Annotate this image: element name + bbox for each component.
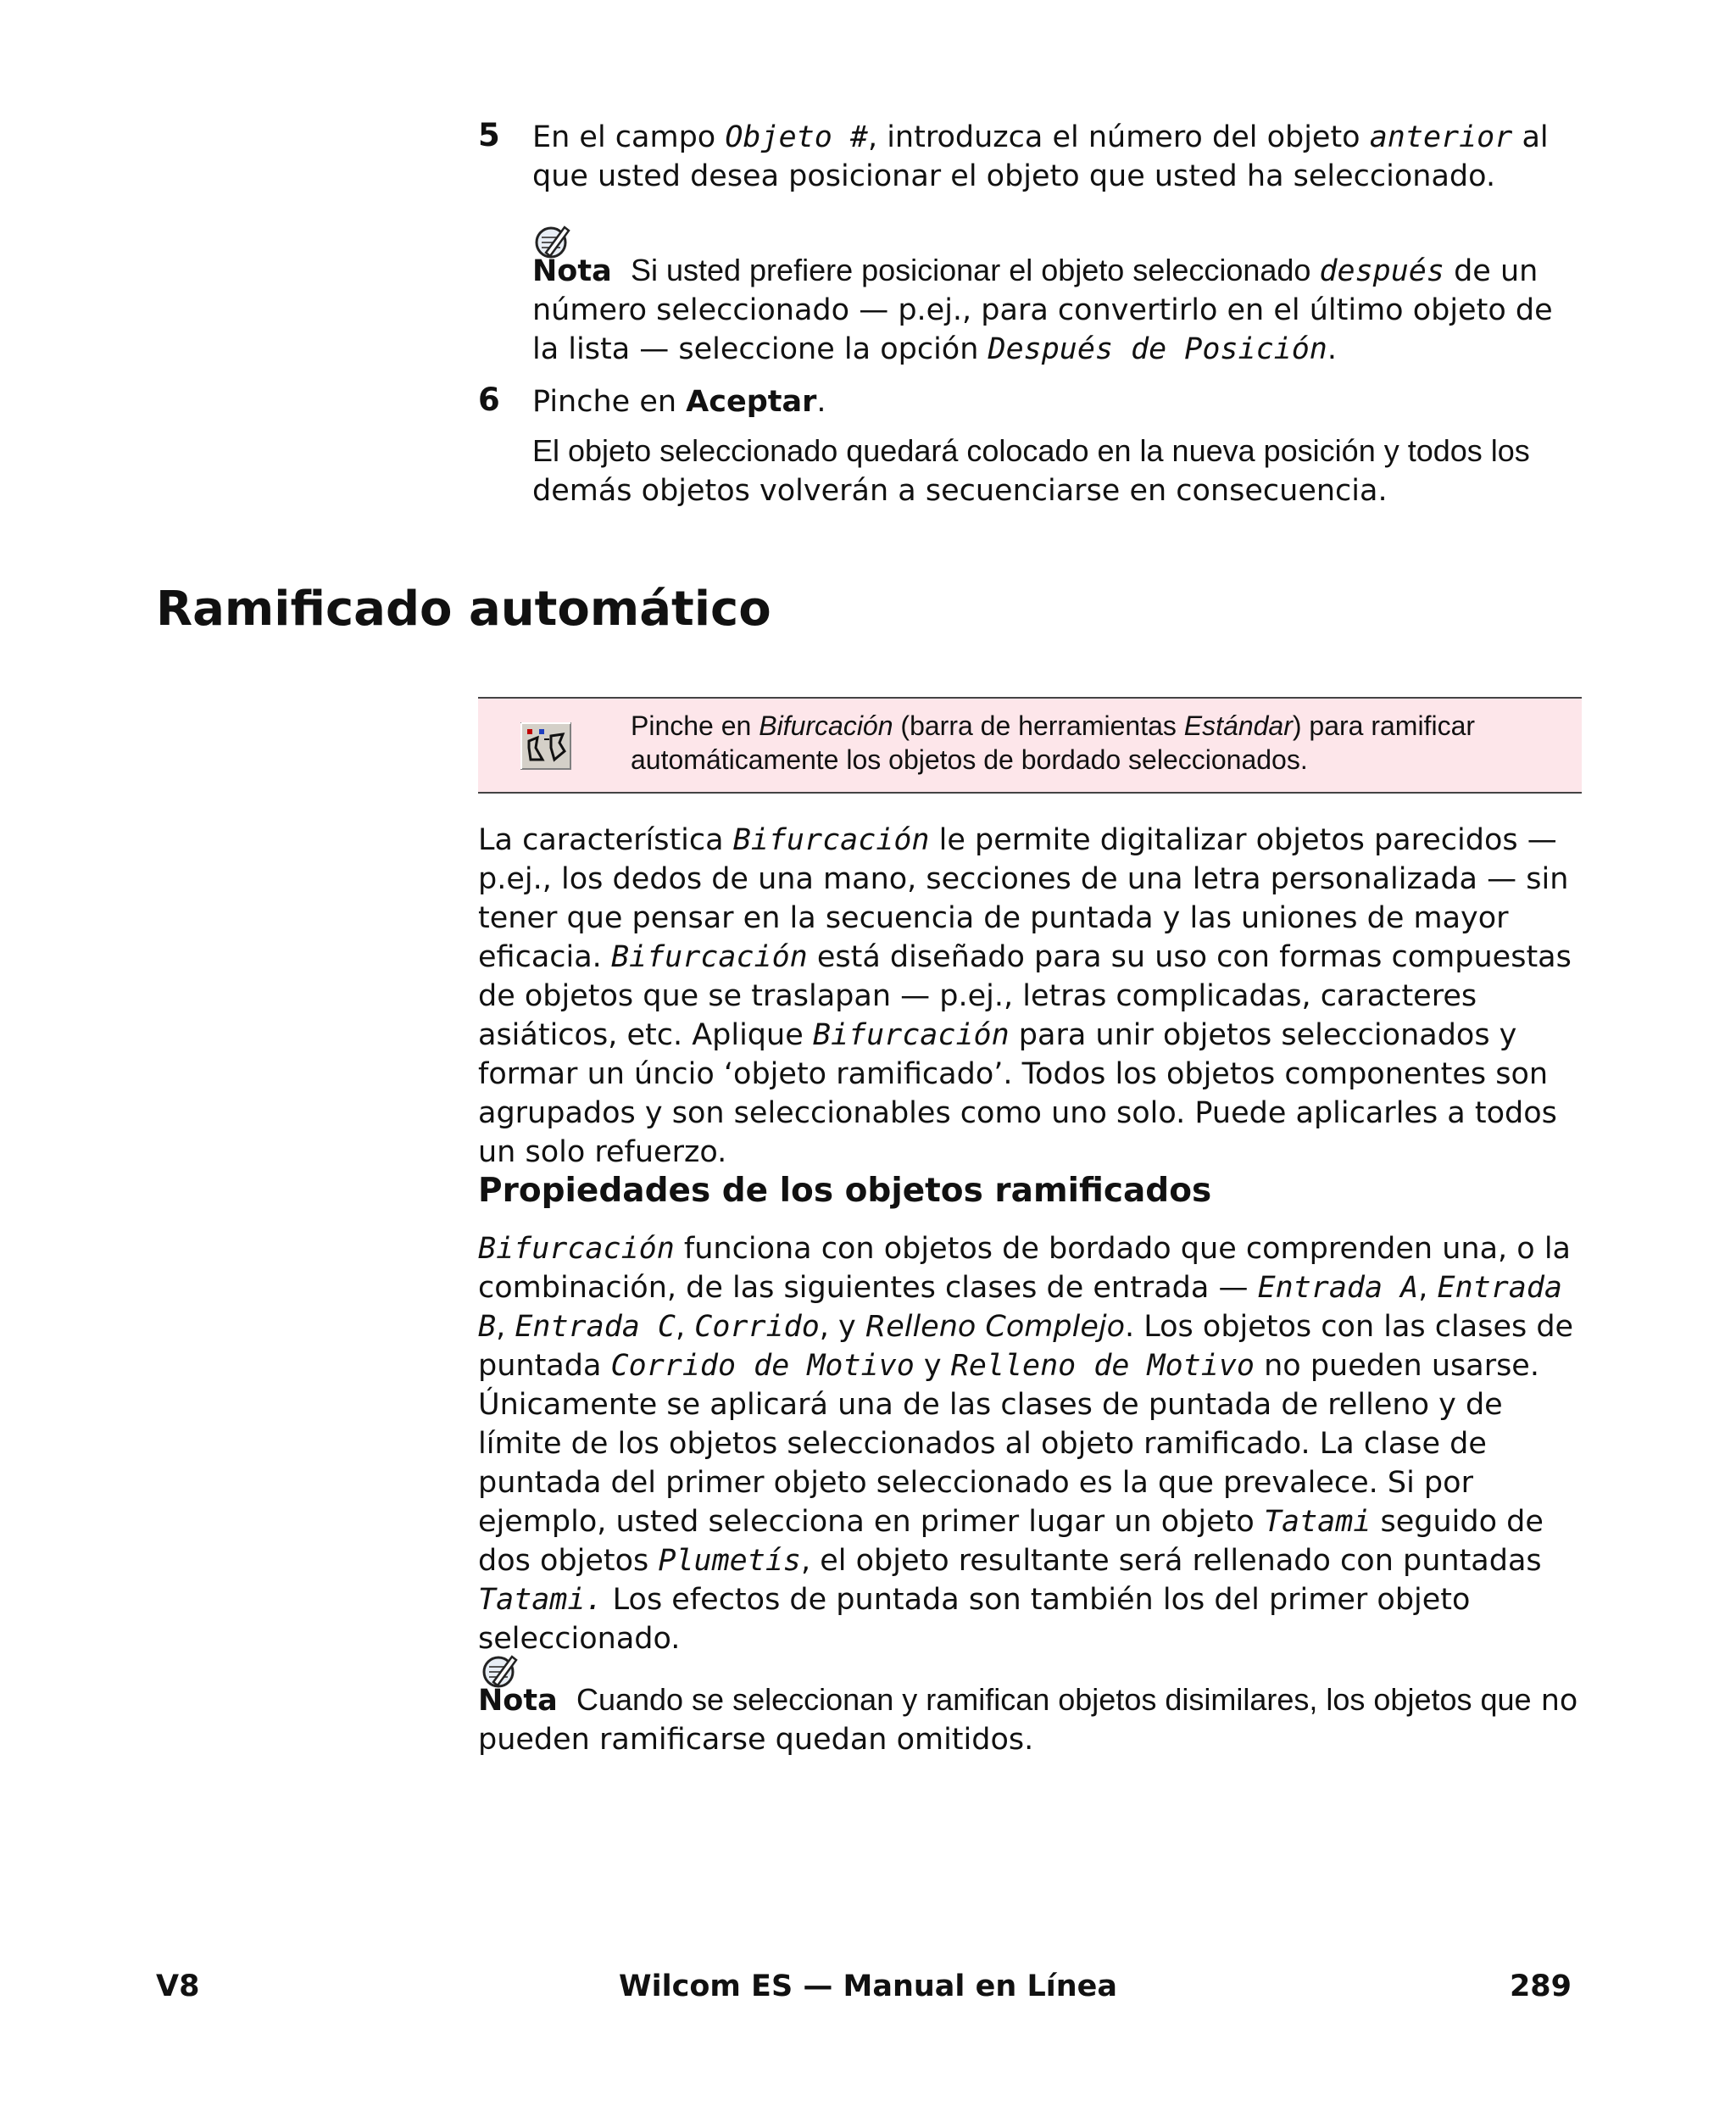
intro-paragraph xyxy=(478,821,1580,1172)
text-run: Pinche en xyxy=(532,385,687,419)
step-6-result xyxy=(532,432,1583,510)
text-run-arial: Si usted prefiere posicionar el objeto seleccionado xyxy=(630,253,1320,287)
text-run-mono-it: Relleno de Motivo xyxy=(950,1349,1255,1383)
text-run: seguido de dos objetos xyxy=(478,1505,1544,1578)
text-run: , xyxy=(496,1310,515,1344)
toolbar-callout xyxy=(478,697,1582,794)
step-6-text xyxy=(532,382,1583,421)
text-run: . xyxy=(816,385,826,419)
text-run: funciona con objetos de bordado que comprenden una, o la combinación, de las siguientes clases de entrada — xyxy=(478,1232,1571,1305)
text-run: , introduzca el número del objeto xyxy=(867,120,1370,154)
text-run-mono-it: Entrada A xyxy=(1257,1271,1419,1305)
text-run: demás objetos volverán a secuenciarse en consecuencia. xyxy=(532,474,1388,508)
text-run-arial: Cuando se seleccionan y ramifican objetos disimilares, los objetos que xyxy=(576,1682,1532,1717)
text-run: Pinche en xyxy=(631,710,760,741)
text-run-it: Estándar xyxy=(1183,710,1293,741)
text-run-mono-it: Bifurcación xyxy=(812,1018,1010,1052)
section-title: Ramificado automático xyxy=(156,582,771,637)
text-run: está diseñado para su uso con formas compuestas de objetos que se traslapan — p.ej., letras complicadas, caracteres asiáticos, etc. Aplique xyxy=(478,940,1572,1052)
note-2 xyxy=(478,1680,1580,1759)
step-number-6: 6 xyxy=(478,382,500,418)
text-run-mono-it: Corrido de Motivo xyxy=(610,1349,915,1383)
text-run: , xyxy=(1418,1271,1438,1305)
text-run-mono-it: Bifurcación xyxy=(732,823,930,857)
text-run-mono-it: anterior xyxy=(1369,120,1513,154)
text-run-mono-it: Después de Posición xyxy=(988,332,1327,366)
note-1-text xyxy=(532,254,1553,366)
text-run: La característica xyxy=(478,823,733,857)
text-run: , el objeto resultante será rellenado con puntadas xyxy=(800,1544,1542,1578)
text-run: y xyxy=(914,1349,951,1383)
callout-text xyxy=(631,709,1572,777)
text-run: no pueden ramificarse quedan omitidos. xyxy=(478,1684,1578,1757)
text-run: , xyxy=(676,1310,695,1344)
footer-page-number: 289 xyxy=(1509,1969,1572,2003)
properties-paragraph xyxy=(478,1229,1580,1658)
text-run-mono-it: después xyxy=(1319,254,1444,288)
text-run: , y xyxy=(819,1310,865,1344)
text-run-it: Bifurcación xyxy=(759,710,893,741)
branching-toolbar-icon[interactable] xyxy=(520,722,571,770)
note-1-label: Nota xyxy=(532,254,612,288)
text-run: ) para ramificar automáticamente los objetos de bordado seleccionados. xyxy=(631,710,1476,775)
text-run-bold: Aceptar xyxy=(686,385,817,419)
text-run-mono-it: Bifurcación xyxy=(610,940,808,974)
text-run-mono-it: Objeto # xyxy=(725,120,868,154)
text-run: para unir objetos seleccionados y formar un úncio ‘objeto ramificado’. Todos los objetos componentes son agrupados y son seleccionables como uno solo. Puede aplicarles a todos un solo refuerzo. xyxy=(478,1018,1557,1169)
text-run-mono-it: Plumetís xyxy=(658,1544,801,1578)
text-run-arial: El objeto seleccionado quedará colocado en la nueva posición y todos los xyxy=(532,433,1530,468)
text-run: no pueden usarse. Únicamente se aplicará una de las clases de puntada de relleno y de límite de los objetos seleccionados al objeto ramificado. La clase de puntada del primer objeto seleccionado es la que prevalece. Si por ejemplo, usted selecciona en primer lugar un objeto xyxy=(478,1349,1539,1539)
footer-title: Wilcom ES — Manual en Línea xyxy=(618,1969,1118,2003)
footer-version: V8 xyxy=(156,1969,200,2003)
text-run: Los efectos de puntada son también los del primer objeto seleccionado. xyxy=(478,1583,1471,1656)
text-run: . xyxy=(1327,332,1338,366)
text-run: (barra de herramientas xyxy=(893,710,1184,741)
text-run: . Los objetos con las clases de puntada xyxy=(478,1310,1574,1383)
text-run-mono-it: Corrido xyxy=(694,1310,820,1344)
text-run-mono-it: Tatami xyxy=(1263,1505,1372,1539)
text-run-it: Relleno Complejo xyxy=(865,1310,1125,1344)
text-run: al que usted desea posicionar el objeto que usted ha seleccionado. xyxy=(532,120,1549,193)
note-1 xyxy=(532,251,1583,369)
subsection-title: Propiedades de los objetos ramificados xyxy=(478,1172,1212,1210)
text-run-mono-it: Tatami. xyxy=(478,1583,604,1617)
step-5-text xyxy=(532,118,1583,196)
text-run: En el campo xyxy=(532,120,726,154)
text-run-mono-it: Bifurcación xyxy=(478,1232,675,1266)
text-run: le permite digitalizar objetos parecidos — p.ej., los dedos de una mano, secciones de una letra personalizada — sin tener que pensar en la secuencia de puntada y las uniones de mayor eficacia. xyxy=(478,823,1569,974)
step-number-5: 5 xyxy=(478,117,500,153)
text-run: de un número seleccionado — p.ej., para convertirlo en el último objeto de la lista — seleccione la opción xyxy=(532,254,1553,366)
note-2-label: Nota xyxy=(478,1684,558,1718)
text-run-mono-it: Entrada B xyxy=(478,1271,1563,1344)
note-2-text xyxy=(478,1684,1577,1757)
text-run-mono-it: Entrada C xyxy=(515,1310,676,1344)
